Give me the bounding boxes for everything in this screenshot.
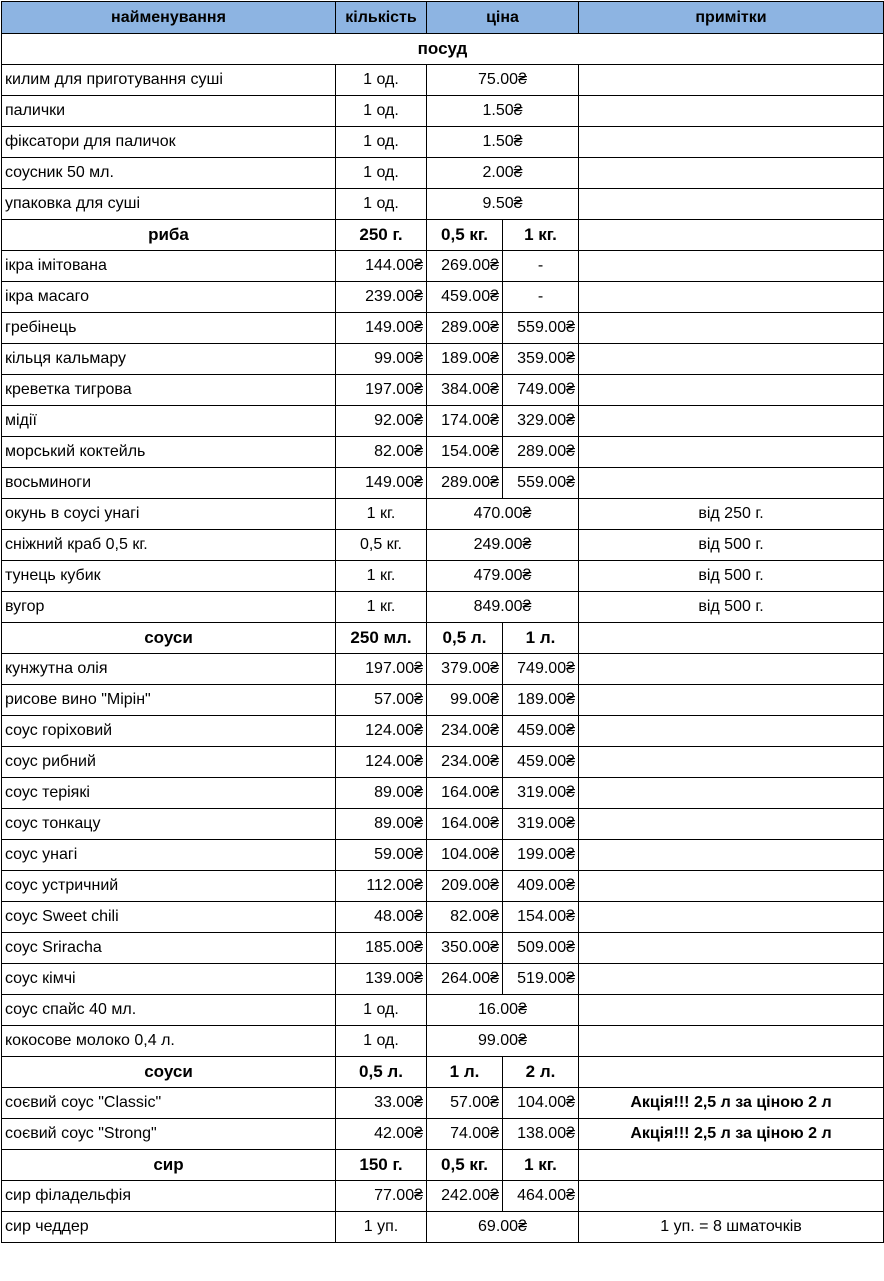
price-3: 199.00₴ [503, 840, 579, 871]
header-row [2, 2, 884, 34]
size-header-1: 150 г. [336, 1150, 427, 1181]
price-1: 185.00₴ [336, 933, 427, 964]
price-1: 33.00₴ [336, 1088, 427, 1119]
price-3: 749.00₴ [503, 375, 579, 406]
size-header-1: 0,5 л. [336, 1057, 427, 1088]
item-qty: 0,5 кг. [336, 530, 427, 561]
item-note: від 500 г. [579, 592, 884, 623]
price-1: 57.00₴ [336, 685, 427, 716]
item-note [579, 65, 884, 96]
item-name: соусник 50 мл. [2, 158, 336, 189]
item-note [579, 313, 884, 344]
item-qty: 1 кг. [336, 499, 427, 530]
price-3: 749.00₴ [503, 654, 579, 685]
table-row [2, 716, 884, 747]
price-2: 104.00₴ [427, 840, 503, 871]
price-1: 149.00₴ [336, 313, 427, 344]
item-note [579, 933, 884, 964]
item-name: соус горіховий [2, 716, 336, 747]
item-qty: 1 од. [336, 65, 427, 96]
item-name: тунець кубик [2, 561, 336, 592]
item-note: від 500 г. [579, 530, 884, 561]
table-row [2, 127, 884, 158]
price-2: 234.00₴ [427, 747, 503, 778]
price-3: 104.00₴ [503, 1088, 579, 1119]
price-1: 144.00₴ [336, 251, 427, 282]
item-note [579, 96, 884, 127]
section-title: сир [2, 1150, 336, 1181]
promo-note: Акція!!! 2,5 л за ціною 2 л [579, 1088, 884, 1119]
table-row [2, 933, 884, 964]
price-3: 138.00₴ [503, 1119, 579, 1150]
item-name: мідії [2, 406, 336, 437]
item-qty: 1 од. [336, 158, 427, 189]
table-row [2, 592, 884, 623]
price-2: 82.00₴ [427, 902, 503, 933]
item-name: соус рибний [2, 747, 336, 778]
empty-cell [579, 1057, 884, 1088]
table-row [2, 685, 884, 716]
price-3: 459.00₴ [503, 716, 579, 747]
table-row [2, 251, 884, 282]
price-1: 197.00₴ [336, 654, 427, 685]
price-1: 124.00₴ [336, 716, 427, 747]
item-price: 849.00₴ [427, 592, 579, 623]
item-note [579, 716, 884, 747]
price-1: 239.00₴ [336, 282, 427, 313]
table-row [2, 158, 884, 189]
price-3: 319.00₴ [503, 778, 579, 809]
item-note [579, 189, 884, 220]
table-row [2, 840, 884, 871]
item-note [579, 964, 884, 995]
item-name: вугор [2, 592, 336, 623]
price-1: 89.00₴ [336, 778, 427, 809]
table-row [2, 778, 884, 809]
item-name: соус унагі [2, 840, 336, 871]
price-2: 350.00₴ [427, 933, 503, 964]
item-qty: 1 од. [336, 127, 427, 158]
section-ryba [2, 220, 884, 251]
price-1: 82.00₴ [336, 437, 427, 468]
section-syr [2, 1150, 884, 1181]
item-name: рисове вино "Мірін" [2, 685, 336, 716]
header-name: найменування [2, 2, 336, 34]
item-name: гребінець [2, 313, 336, 344]
section-sousy [2, 623, 884, 654]
table-row [2, 65, 884, 96]
item-price: 1.50₴ [427, 127, 579, 158]
price-3: 319.00₴ [503, 809, 579, 840]
table-row [2, 654, 884, 685]
item-note [579, 406, 884, 437]
table-row [2, 809, 884, 840]
section-posud [2, 34, 884, 65]
table-row [2, 1026, 884, 1057]
price-1: 124.00₴ [336, 747, 427, 778]
size-header-2: 0,5 кг. [427, 1150, 503, 1181]
price-1: 139.00₴ [336, 964, 427, 995]
price-1: 197.00₴ [336, 375, 427, 406]
table-row [2, 313, 884, 344]
item-name: килим для приготування суші [2, 65, 336, 96]
section-title: соуси [2, 1057, 336, 1088]
price-3: - [503, 251, 579, 282]
table-row [2, 902, 884, 933]
item-name: ікра імітована [2, 251, 336, 282]
item-name: соус спайс 40 мл. [2, 995, 336, 1026]
item-note [579, 375, 884, 406]
item-note [579, 1026, 884, 1057]
table-row [2, 96, 884, 127]
table-row [2, 344, 884, 375]
price-3: 329.00₴ [503, 406, 579, 437]
item-qty: 1 кг. [336, 561, 427, 592]
item-note [579, 902, 884, 933]
item-price: 99.00₴ [427, 1026, 579, 1057]
item-name: соус тонкацу [2, 809, 336, 840]
item-name: палички [2, 96, 336, 127]
price-2: 154.00₴ [427, 437, 503, 468]
item-note [579, 251, 884, 282]
table-row [2, 375, 884, 406]
header-price: ціна [427, 2, 579, 34]
item-price: 249.00₴ [427, 530, 579, 561]
price-2: 269.00₴ [427, 251, 503, 282]
empty-cell [579, 1150, 884, 1181]
table-row [2, 499, 884, 530]
price-2: 74.00₴ [427, 1119, 503, 1150]
price-1: 48.00₴ [336, 902, 427, 933]
table-row [2, 1181, 884, 1212]
table-row [2, 189, 884, 220]
price-3: 359.00₴ [503, 344, 579, 375]
item-qty: 1 уп. [336, 1212, 427, 1243]
item-qty: 1 кг. [336, 592, 427, 623]
section-title: посуд [2, 34, 884, 65]
header-notes: примітки [579, 2, 884, 34]
item-price: 2.00₴ [427, 158, 579, 189]
item-note [579, 468, 884, 499]
item-note [579, 158, 884, 189]
item-note [579, 654, 884, 685]
header-qty: кількість [336, 2, 427, 34]
item-note: від 500 г. [579, 561, 884, 592]
price-1: 99.00₴ [336, 344, 427, 375]
item-price: 9.50₴ [427, 189, 579, 220]
price-3: 559.00₴ [503, 468, 579, 499]
table-row [2, 282, 884, 313]
item-note [579, 344, 884, 375]
price-1: 89.00₴ [336, 809, 427, 840]
price-2: 209.00₴ [427, 871, 503, 902]
size-header-3: 1 л. [503, 623, 579, 654]
item-name: окунь в соусі унагі [2, 499, 336, 530]
price-3: 509.00₴ [503, 933, 579, 964]
table-row [2, 437, 884, 468]
table-row [2, 1212, 884, 1243]
price-2: 289.00₴ [427, 313, 503, 344]
table-row [2, 406, 884, 437]
item-qty: 1 од. [336, 1026, 427, 1057]
item-price: 1.50₴ [427, 96, 579, 127]
price-3: - [503, 282, 579, 313]
item-name: кокосове молоко 0,4 л. [2, 1026, 336, 1057]
price-1: 149.00₴ [336, 468, 427, 499]
price-2: 174.00₴ [427, 406, 503, 437]
item-note [579, 437, 884, 468]
item-note: 1 уп. = 8 шматочків [579, 1212, 884, 1243]
item-price: 69.00₴ [427, 1212, 579, 1243]
item-qty: 1 од. [336, 189, 427, 220]
item-note: від 250 г. [579, 499, 884, 530]
item-name: восьминоги [2, 468, 336, 499]
item-name: упаковка для суші [2, 189, 336, 220]
price-3: 154.00₴ [503, 902, 579, 933]
item-name: сир чеддер [2, 1212, 336, 1243]
price-2: 57.00₴ [427, 1088, 503, 1119]
item-note [579, 840, 884, 871]
table-row [2, 1119, 884, 1150]
item-name: ікра масаго [2, 282, 336, 313]
price-2: 289.00₴ [427, 468, 503, 499]
section-title: соуси [2, 623, 336, 654]
size-header-3: 1 кг. [503, 220, 579, 251]
size-header-2: 0,5 кг. [427, 220, 503, 251]
item-name: сир філадельфія [2, 1181, 336, 1212]
item-name: соєвий соус "Strong" [2, 1119, 336, 1150]
price-2: 459.00₴ [427, 282, 503, 313]
item-qty: 1 од. [336, 96, 427, 127]
item-name: соус Sriracha [2, 933, 336, 964]
table-row [2, 747, 884, 778]
price-3: 559.00₴ [503, 313, 579, 344]
size-header-2: 0,5 л. [427, 623, 503, 654]
item-note [579, 809, 884, 840]
price-1: 59.00₴ [336, 840, 427, 871]
price-2: 384.00₴ [427, 375, 503, 406]
item-price: 479.00₴ [427, 561, 579, 592]
item-note [579, 127, 884, 158]
price-3: 464.00₴ [503, 1181, 579, 1212]
table-row [2, 1088, 884, 1119]
price-2: 264.00₴ [427, 964, 503, 995]
price-1: 112.00₴ [336, 871, 427, 902]
item-price: 470.00₴ [427, 499, 579, 530]
empty-cell [579, 220, 884, 251]
price-3: 289.00₴ [503, 437, 579, 468]
price-2: 379.00₴ [427, 654, 503, 685]
price-3: 519.00₴ [503, 964, 579, 995]
item-name: фіксатори для паличок [2, 127, 336, 158]
item-note [579, 747, 884, 778]
table-row [2, 561, 884, 592]
price-2: 242.00₴ [427, 1181, 503, 1212]
item-qty: 1 од. [336, 995, 427, 1026]
price-2: 164.00₴ [427, 809, 503, 840]
item-note [579, 282, 884, 313]
item-note [579, 685, 884, 716]
table-row [2, 964, 884, 995]
price-1: 77.00₴ [336, 1181, 427, 1212]
promo-note: Акція!!! 2,5 л за ціною 2 л [579, 1119, 884, 1150]
item-name: соус устричний [2, 871, 336, 902]
price-3: 409.00₴ [503, 871, 579, 902]
size-header-1: 250 г. [336, 220, 427, 251]
price-2: 99.00₴ [427, 685, 503, 716]
item-name: кільця кальмару [2, 344, 336, 375]
item-name: соус кімчі [2, 964, 336, 995]
price-1: 42.00₴ [336, 1119, 427, 1150]
item-note [579, 995, 884, 1026]
table-row [2, 995, 884, 1026]
item-name: соус Sweet chili [2, 902, 336, 933]
item-name: соєвий соус "Classic" [2, 1088, 336, 1119]
item-name: кунжутна олія [2, 654, 336, 685]
table-row [2, 468, 884, 499]
table-row [2, 871, 884, 902]
price-table [1, 1, 884, 1243]
empty-cell [579, 623, 884, 654]
item-note [579, 1181, 884, 1212]
item-name: морський коктейль [2, 437, 336, 468]
price-2: 164.00₴ [427, 778, 503, 809]
section-title: риба [2, 220, 336, 251]
price-3: 189.00₴ [503, 685, 579, 716]
price-3: 459.00₴ [503, 747, 579, 778]
section-sousy-soy [2, 1057, 884, 1088]
item-note [579, 778, 884, 809]
item-name: соус теріякі [2, 778, 336, 809]
price-1: 92.00₴ [336, 406, 427, 437]
item-name: сніжний краб 0,5 кг. [2, 530, 336, 561]
price-2: 234.00₴ [427, 716, 503, 747]
size-header-2: 1 л. [427, 1057, 503, 1088]
price-2: 189.00₴ [427, 344, 503, 375]
item-price: 75.00₴ [427, 65, 579, 96]
size-header-1: 250 мл. [336, 623, 427, 654]
item-price: 16.00₴ [427, 995, 579, 1026]
size-header-3: 2 л. [503, 1057, 579, 1088]
item-note [579, 871, 884, 902]
table-row [2, 530, 884, 561]
size-header-3: 1 кг. [503, 1150, 579, 1181]
item-name: креветка тигрова [2, 375, 336, 406]
